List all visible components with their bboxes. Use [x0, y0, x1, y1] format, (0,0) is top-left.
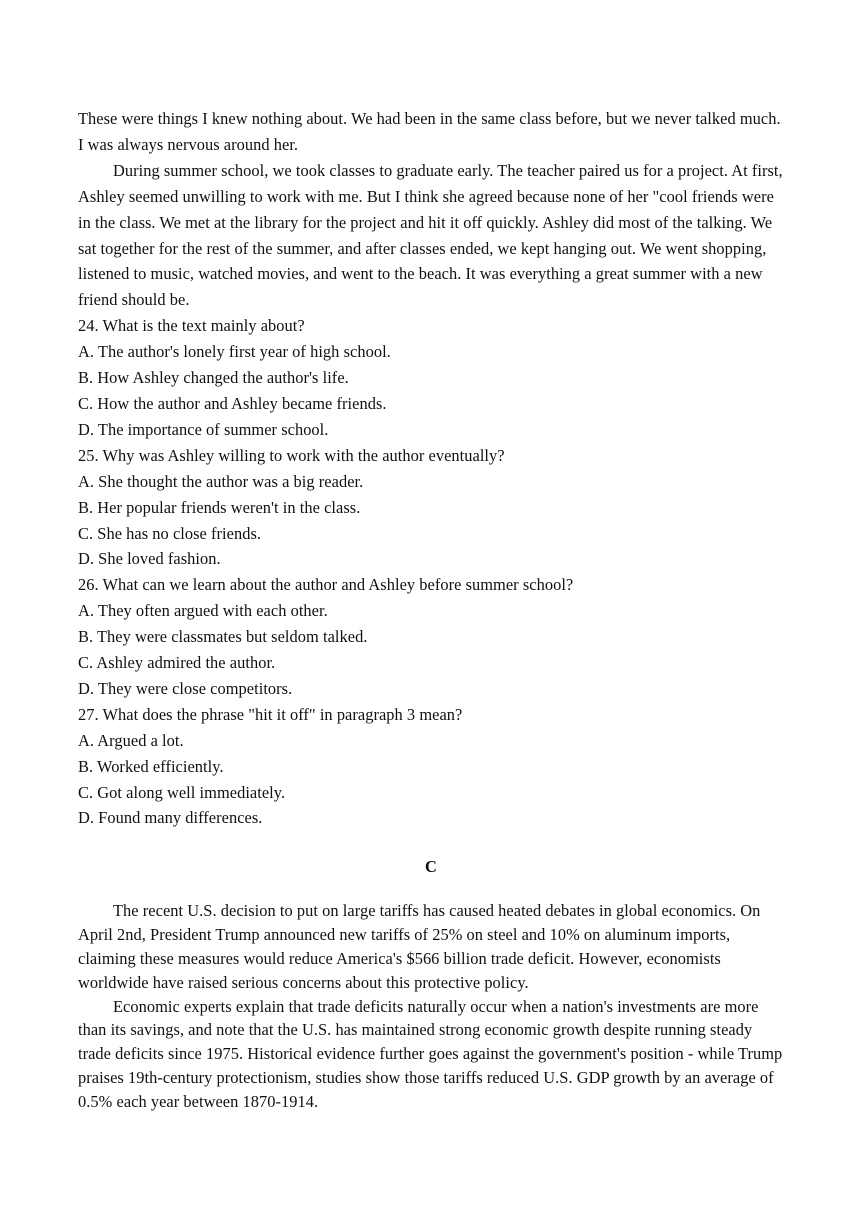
- document-page: [78, 106, 784, 1114]
- option-d: D. She loved fashion.: [78, 549, 221, 569]
- passage-b-paragraph-2: During summer school, we took classes to graduate early. The teacher paired us for a project. At first, Ashley seemed unwilling to work with me. But I think she agreed because none of her "cool friends were in the class. We met at the library for the project and hit it off quickly. Ashley did most of the talking. We sat together for the rest of the summer, and after classes ended, we kept hanging out. We went shopping, listened to music, watched movies, and went to the beach. It was everything a great summer with a new friend should be.: [78, 160, 783, 310]
- option-c: C. How the author and Ashley became friends.: [78, 393, 387, 413]
- question-stem: 25. Why was Ashley willing to work with the author eventually?: [78, 445, 505, 465]
- option-a: A. She thought the author was a big reader.: [78, 471, 364, 491]
- question-stem: 26. What can we learn about the author and Ashley before summer school?: [78, 575, 574, 595]
- option-a: A. The author's lonely first year of high school.: [78, 342, 391, 362]
- option-d: D. They were close competitors.: [78, 678, 293, 698]
- option-d: D. The importance of summer school.: [78, 419, 329, 439]
- option-c: C. She has no close friends.: [78, 523, 262, 543]
- passage-c-paragraph-2: Economic experts explain that trade deficits naturally occur when a nation's investments are more than its savings, and note that the U.S. has maintained strong economic growth despite running steady trade deficits since 1975. Historical evidence further goes against the government's position - while Trump praises 19th-century protectionism, studies show those tariffs reduced U.S. GDP growth by an average of 0.5% each year between 1870-1914.: [78, 996, 783, 1111]
- option-c: C. Got along well immediately.: [78, 782, 286, 802]
- question-stem: 24. What is the text mainly about?: [78, 316, 305, 336]
- question-stem: 27. What does the phrase "hit it off" in paragraph 3 mean?: [78, 704, 463, 724]
- question-26: [78, 572, 784, 702]
- option-c: C. Ashley admired the author.: [78, 653, 276, 673]
- question-24: [78, 313, 784, 443]
- passage-b-paragraph-1: These were things I knew nothing about. We had been in the same class before, but we never talked much. I was always nervous around her.: [78, 109, 781, 154]
- option-b: B. Worked efficiently.: [78, 756, 224, 776]
- passage-c-paragraph-1: The recent U.S. decision to put on large tariffs has caused heated debates in global economics. On April 2nd, President Trump announced new tariffs of 25% on steel and 10% on aluminum imports, claiming these measures would reduce America's $566 billion trade deficit. However, economists worldwide have raised serious concerns about this protective policy.: [78, 901, 761, 992]
- option-d: D. Found many differences.: [78, 808, 263, 828]
- question-25: [78, 443, 784, 573]
- option-a: A. They often argued with each other.: [78, 601, 328, 621]
- option-b: B. How Ashley changed the author's life.: [78, 368, 349, 388]
- option-b: B. They were classmates but seldom talked.: [78, 627, 368, 647]
- option-b: B. Her popular friends weren't in the class.: [78, 497, 361, 517]
- option-a: A. Argued a lot.: [78, 730, 184, 750]
- section-c-title: C: [425, 857, 437, 877]
- question-27: [78, 702, 784, 832]
